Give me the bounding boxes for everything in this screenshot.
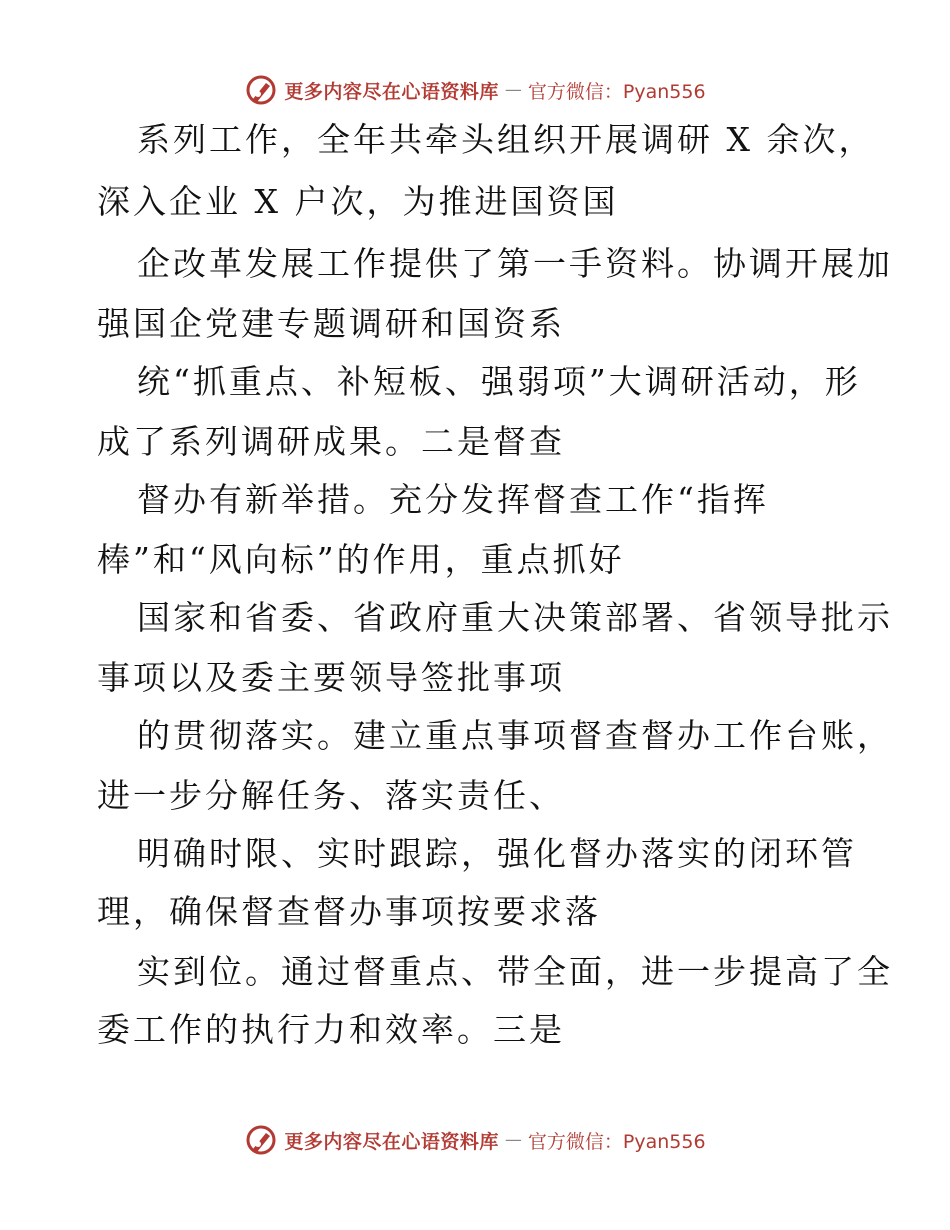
text-line: 国家和省委、省政府重大决策部署、省领导批示 bbox=[137, 598, 893, 637]
text-line: 委工作的执行力和效率。三是 bbox=[97, 1010, 565, 1049]
text-line: 事项以及委主要领导签批事项 bbox=[97, 658, 565, 697]
watermark-text: 更多内容尽在心语资料库 bbox=[284, 1130, 499, 1153]
pen-logo-icon bbox=[244, 1123, 278, 1157]
watermark-separator: — bbox=[504, 80, 522, 100]
watermark-wechat: 官方微信：Pyan556 bbox=[527, 1130, 706, 1153]
watermark-header bbox=[0, 70, 950, 110]
watermark-separator: — bbox=[504, 1130, 522, 1150]
pen-logo-icon bbox=[244, 73, 278, 107]
text-line: 企改革发展工作提供了第一手资料。协调开展加 bbox=[137, 244, 893, 283]
text-line: 理，确保督查督办事项按要求落 bbox=[97, 892, 601, 931]
text-line: 督办有新举措。充分发挥督查工作“指挥 bbox=[137, 480, 769, 519]
watermark-wechat: 官方微信：Pyan556 bbox=[527, 80, 706, 103]
text-line: 的贯彻落实。建立重点事项督查督办工作台账， bbox=[137, 716, 893, 755]
text-line: 统“抓重点、补短板、强弱项”大调研活动，形 bbox=[137, 362, 861, 401]
watermark-text: 更多内容尽在心语资料库 bbox=[284, 80, 499, 103]
text-line: 成了系列调研成果。二是督查 bbox=[97, 422, 565, 461]
text-line: 系列工作，全年共牵头组织开展调研 X 余次， bbox=[137, 120, 875, 159]
text-line: 明确时限、实时跟踪，强化督办落实的闭环管 bbox=[137, 834, 857, 873]
watermark-footer bbox=[0, 1120, 950, 1160]
text-line: 深入企业 X 户次，为推进国资国 bbox=[97, 182, 619, 221]
text-line: 实到位。通过督重点、带全面，进一步提高了全 bbox=[137, 952, 893, 991]
text-line: 进一步分解任务、落实责任、 bbox=[97, 776, 565, 815]
text-line: 强国企党建专题调研和国资系 bbox=[97, 304, 565, 343]
text-line: 棒”和“风向标”的作用，重点抓好 bbox=[97, 540, 625, 579]
